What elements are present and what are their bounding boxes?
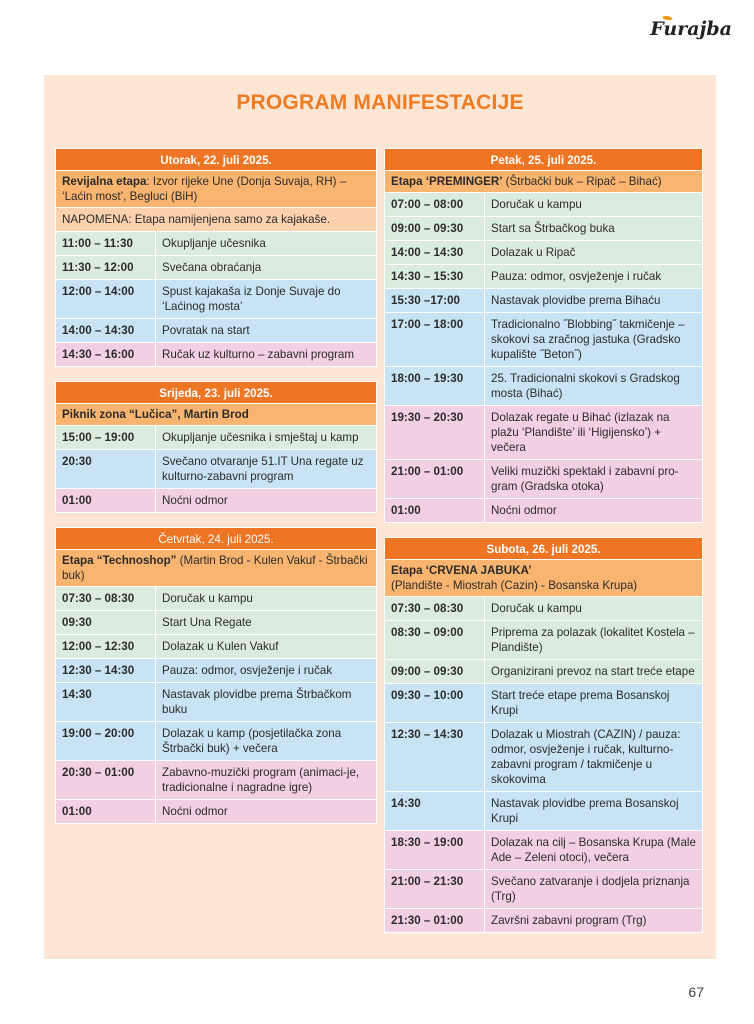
etapa-title (56, 170, 376, 207)
schedule-time: 11:30 – 12:00 (56, 256, 156, 279)
schedule-activity: Okupljanje učesnika (162, 237, 266, 250)
schedule-activity: Veliki muzički spektakl i zabavni pro-gram (Gradska otoka) (491, 465, 679, 493)
schedule-time: 18:30 – 19:00 (385, 831, 485, 869)
etapa-title (56, 403, 376, 425)
schedule-row (385, 908, 702, 932)
schedule-activity: Start sa Štrbačkog buka (491, 222, 615, 235)
schedule-activity: Priprema za polazak (lokalitet Kostela – Plandište) (491, 626, 695, 654)
etapa-name: Etapa ‘PREMINGER’ (391, 175, 503, 188)
schedule-time: 14:30 – 16:00 (56, 343, 156, 366)
etapa-name: Etapa “Technoshop” (62, 554, 177, 567)
schedule-row (385, 192, 702, 216)
schedule-time: 12:30 – 14:30 (56, 659, 156, 682)
schedule-activity: Nastavak plovidbe prema Bosanskoj Krupi (491, 797, 679, 825)
schedule-row (56, 760, 376, 799)
schedule-row (56, 610, 376, 634)
schedule-time: 01:00 (385, 499, 485, 522)
schedule-time: 14:00 – 14:30 (385, 241, 485, 264)
schedule-time: 21:00 – 01:00 (385, 460, 485, 498)
schedule-activity: Zabavno-muzički program (animaci-je, tradicionalne i nagradne igre) (162, 766, 360, 794)
schedule-activity: Start treće etape prema Bosanskoj Krupi (491, 689, 670, 717)
schedule-row (385, 596, 702, 620)
schedule-row (385, 830, 702, 869)
schedule-row (56, 318, 376, 342)
schedule-row (56, 255, 376, 279)
schedule-row (385, 869, 702, 908)
schedule-row (56, 682, 376, 721)
schedule-activity: Organizirani prevoz na start treće etape (491, 665, 695, 678)
schedule-time: 19:30 – 20:30 (385, 406, 485, 459)
schedule-row (385, 312, 702, 366)
schedule-activity: Spust kajakaša iz Donje Suvaje do ‘Laćinog mosta’ (162, 285, 341, 313)
schedule-time: 14:30 – 15:30 (385, 265, 485, 288)
schedule-activity: 25. Tradicionalni skokovi s Gradskog mosta (Bihać) (491, 372, 680, 400)
schedule-activity: Nastavak plovidbe prema Štrbačkom buku (162, 688, 352, 716)
schedule-row (385, 659, 702, 683)
etapa-title (385, 559, 702, 596)
schedule-activity: Ručak uz kulturno – zabavni program (162, 348, 355, 361)
day-header: Subota, 26. juli 2025. (385, 538, 702, 559)
schedule-time: 09:00 – 09:30 (385, 217, 485, 240)
schedule-time: 07:30 – 08:30 (56, 587, 156, 610)
etapa-route: (Martin Brod - Kulen Vakuf - Štrbački buk) (62, 554, 368, 582)
schedule-activity: Noćni odmor (162, 805, 228, 818)
page-title: PROGRAM MANIFESTACIJE (236, 91, 524, 114)
page-number: 67 (688, 984, 704, 1000)
schedule-activity: Dolazak regate u Bihać (izlazak na plažu ‘Plandište’ ili ‘Higijensko’) + večera (491, 411, 670, 454)
schedule-activity: Završni zabavni program (Trg) (491, 914, 647, 927)
etapa-title (56, 549, 376, 586)
schedule-time: 14:00 – 14:30 (56, 319, 156, 342)
day-block (384, 148, 703, 523)
day-header: Petak, 25. juli 2025. (385, 149, 702, 170)
schedule-activity: Pauza: odmor, osvježenje i ručak (162, 664, 333, 677)
schedule-time: 08:30 – 09:00 (385, 621, 485, 659)
schedule-time: 01:00 (56, 800, 156, 823)
schedule-row (385, 264, 702, 288)
schedule-time: 14:30 (385, 792, 485, 830)
schedule-row (385, 459, 702, 498)
schedule-activity: Tradicionalno ˝Blobbing˝ takmičenje – skokovi sa zračnog jastuka (Gradsko kupalište ˝Beton˝) (491, 318, 685, 361)
schedule-time: 20:30 – 01:00 (56, 761, 156, 799)
schedule-time: 12:30 – 14:30 (385, 723, 485, 791)
schedule-row (385, 240, 702, 264)
schedule-activity: Svečana obraćanja (162, 261, 262, 274)
schedule-time: 07:30 – 08:30 (385, 597, 485, 620)
etapa-name: Etapa ‘CRVENA JABUKA’ (391, 564, 532, 577)
etapa-note: NAPOMENA: Etapa namijenjena samo za kajakaše. (56, 207, 376, 231)
schedule-time: 14:30 (56, 683, 156, 721)
schedule-row (385, 405, 702, 459)
schedule-time: 19:00 – 20:00 (56, 722, 156, 760)
schedule-activity: Svečano otvaranje 51.IT Una regate uz kulturno-zabavni program (162, 455, 364, 483)
schedule-row (56, 799, 376, 823)
schedule-row (56, 425, 376, 449)
schedule-time: 21:30 – 01:00 (385, 909, 485, 932)
program-panel (44, 75, 716, 959)
schedule-activity: Pauza: odmor, osvježenje i ručak (491, 270, 662, 283)
schedule-activity: Dolazak u Ripač (491, 246, 576, 259)
day-header: Srijeda, 23. juli 2025. (56, 382, 376, 403)
etapa-name: Revijalna etapa (62, 175, 147, 188)
day-block (55, 148, 377, 367)
schedule-activity: Dolazak u Miostrah (CAZIN) / pauza: odmor, osvježenje i ručak, kulturno-zabavni program / takmičenje u skokovima (491, 728, 681, 786)
day-header: Četvrtak, 24. juli 2025. (56, 528, 376, 549)
schedule-row (56, 279, 376, 318)
schedule-activity: Dolazak na cilj – Bosanska Krupa (Male Ade – Zeleni otoci), večera (491, 836, 696, 864)
schedule-row (385, 216, 702, 240)
schedule-time: 09:00 – 09:30 (385, 660, 485, 683)
schedule-row (56, 586, 376, 610)
left-column (55, 148, 377, 838)
schedule-activity: Dolazak u kamp (posjetilačka zona Štrbački buk) + večera (162, 727, 342, 755)
day-block (55, 527, 377, 824)
schedule-row (385, 683, 702, 722)
day-block (55, 381, 377, 513)
schedule-time: 07:00 – 08:00 (385, 193, 485, 216)
etapa-route: : Izvor rijeke Une (Donja Suvaja, RH) – ‘Laćin most’, Begluci (BiH) (62, 175, 347, 203)
schedule-activity: Start Una Regate (162, 616, 252, 629)
schedule-time: 11:00 – 11:30 (56, 232, 156, 255)
schedule-activity: Noćni odmor (162, 494, 228, 507)
schedule-activity: Okupljanje učesnika i smještaj u kamp (162, 431, 359, 444)
schedule-row (56, 721, 376, 760)
schedule-row (385, 620, 702, 659)
schedule-row (56, 658, 376, 682)
schedule-activity: Svečano zatvaranje i dodjela priznanja (Trg) (491, 875, 690, 903)
schedule-row (56, 488, 376, 512)
schedule-row (385, 722, 702, 791)
right-column (384, 148, 703, 947)
schedule-row (56, 634, 376, 658)
schedule-activity: Povratak na start (162, 324, 250, 337)
schedule-time: 15:00 – 19:00 (56, 426, 156, 449)
schedule-time: 20:30 (56, 450, 156, 488)
schedule-time: 15:30 –17:00 (385, 289, 485, 312)
schedule-row (385, 366, 702, 405)
schedule-time: 12:00 – 14:00 (56, 280, 156, 318)
day-block (384, 537, 703, 933)
schedule-activity: Dolazak u Kulen Vakuf (162, 640, 279, 653)
schedule-activity: Nastavak plovidbe prema Bihaću (491, 294, 661, 307)
day-header: Utorak, 22. juli 2025. (56, 149, 376, 170)
etapa-route: (Štrbački buk – Ripač – Bihać) (502, 175, 662, 188)
schedule-activity: Noćni odmor (491, 504, 557, 517)
brand-logo: Furajba (650, 18, 732, 40)
schedule-row (385, 288, 702, 312)
schedule-row (56, 449, 376, 488)
schedule-row (385, 498, 702, 522)
schedule-activity: Doručak u kampu (491, 198, 582, 211)
schedule-time: 09:30 – 10:00 (385, 684, 485, 722)
schedule-time: 18:00 – 19:30 (385, 367, 485, 405)
schedule-time: 09:30 (56, 611, 156, 634)
schedule-time: 12:00 – 12:30 (56, 635, 156, 658)
etapa-title (385, 170, 702, 192)
schedule-time: 01:00 (56, 489, 156, 512)
schedule-row (56, 342, 376, 366)
schedule-time: 17:00 – 18:00 (385, 313, 485, 366)
schedule-time: 21:00 – 21:30 (385, 870, 485, 908)
etapa-route: (Plandište - Miostrah (Cazin) - Bosanska Krupa) (391, 579, 638, 592)
schedule-activity: Doručak u kampu (162, 592, 253, 605)
etapa-name: Piknik zona “Lučica”, Martin Brod (62, 408, 249, 421)
schedule-row (385, 791, 702, 830)
schedule-row (56, 231, 376, 255)
schedule-activity: Doručak u kampu (491, 602, 582, 615)
